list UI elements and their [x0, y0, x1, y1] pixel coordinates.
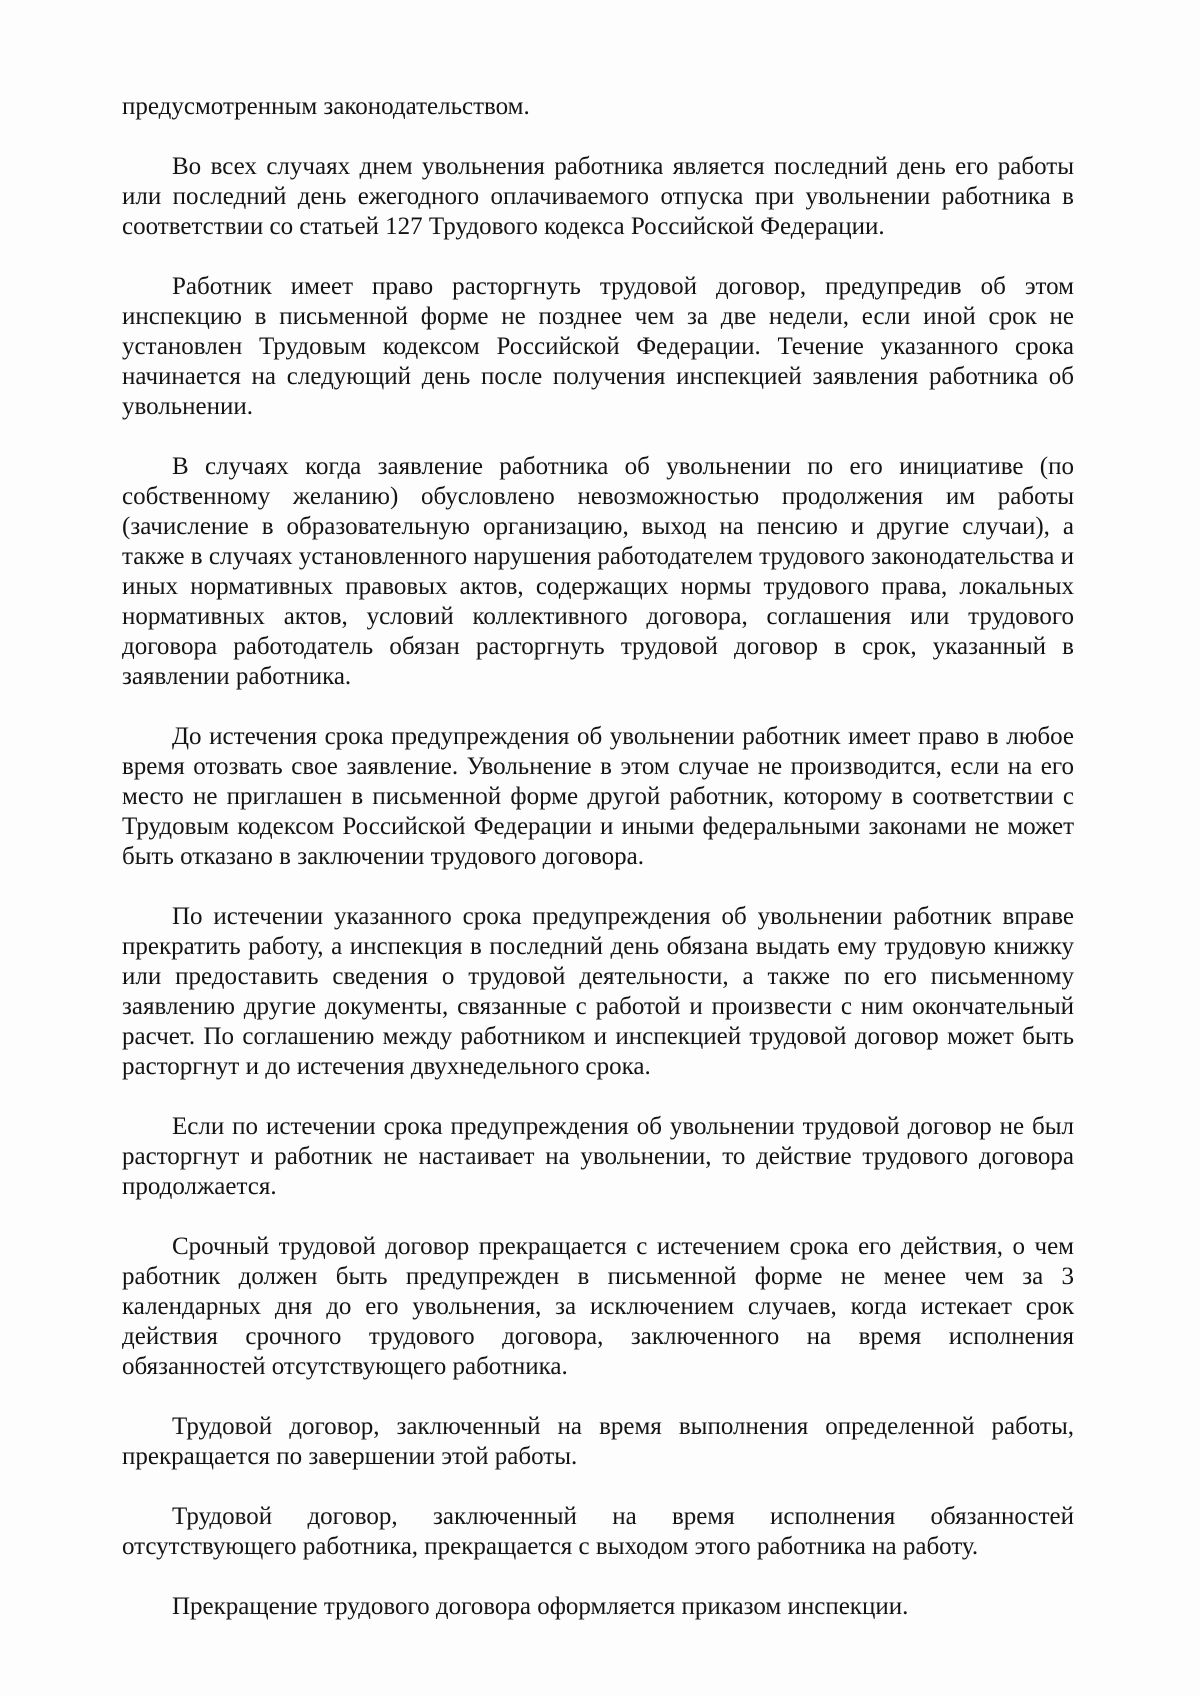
paragraph-7: Если по истечении срока предупреждения об увольнении трудовой договор не был расторгнут и работник не настаивает на увольнении, то действие трудового договора продолжается. — [122, 1113, 1074, 1200]
paragraph-8: Срочный трудовой договор прекращается с истечением срока его действия, о чем работник должен быть предупрежден в письменной форме не менее чем за 3 календарных дня до его увольнения, за исключением случаев, когда истекает срок действия срочного трудового договора, заключенного на время исполнения обязанностей отсутствующего работника. — [122, 1233, 1074, 1380]
paragraph-5: До истечения срока предупреждения об увольнении работник имеет право в любое время отозвать свое заявление. Увольнение в этом случае не производится, если на его место не приглашен в письменной форме другой работник, которому в соответствии с Трудовым кодексом Российской Федерации и иными федеральными законами не может быть отказано в заключении трудового договора. — [122, 723, 1074, 870]
paragraph-3: Работник имеет право расторгнуть трудовой договор, предупредив об этом инспекцию в письменной форме не позднее чем за две недели, если иной срок не установлен Трудовым кодексом Российской Федерации. Течение указанного срока начинается на следующий день после получения инспекцией заявления работника об увольнении. — [122, 273, 1074, 420]
paragraph-1: предусмотренным законодательством. — [122, 93, 530, 120]
paragraph-11: Прекращение трудового договора оформляется приказом инспекции. — [172, 1593, 909, 1620]
paragraph-10: Трудовой договор, заключенный на время исполнения обязанностей отсутствующего работника, прекращается с выходом этого работника на работу. — [122, 1503, 1074, 1560]
document-body — [122, 92, 1074, 1622]
paragraph-2: Во всех случаях днем увольнения работника является последний день его работы или последний день ежегодного оплачиваемого отпуска при увольнении работника в соответствии со статьей 127 Трудового кодекса Российской Федерации. — [122, 153, 1074, 240]
paragraph-9: Трудовой договор, заключенный на время выполнения определенной работы, прекращается по завершении этой работы. — [122, 1413, 1074, 1470]
paragraph-6: По истечении указанного срока предупреждения об увольнении работник вправе прекратить работу, а инспекция в последний день обязана выдать ему трудовую книжку или предоставить сведения о трудовой деятельности, а также по его письменному заявлению другие документы, связанные с работой и произвести с ним окончательный расчет. По соглашению между работником и инспекцией трудовой договор может быть расторгнут и до истечения двухнедельного срока. — [122, 903, 1074, 1080]
paragraph-4: В случаях когда заявление работника об увольнении по его инициативе (по собственному желанию) обусловлено невозможностью продолжения им работы (зачисление в образовательную организацию, выход на пенсию и другие случаи), а также в случаях установленного нарушения работодателем трудового законодательства и иных нормативных правовых актов, содержащих нормы трудового права, локальных нормативных актов, условий коллективного договора, соглашения или трудового договора работодатель обязан расторгнуть трудовой договор в срок, указанный в заявлении работника. — [122, 453, 1074, 690]
